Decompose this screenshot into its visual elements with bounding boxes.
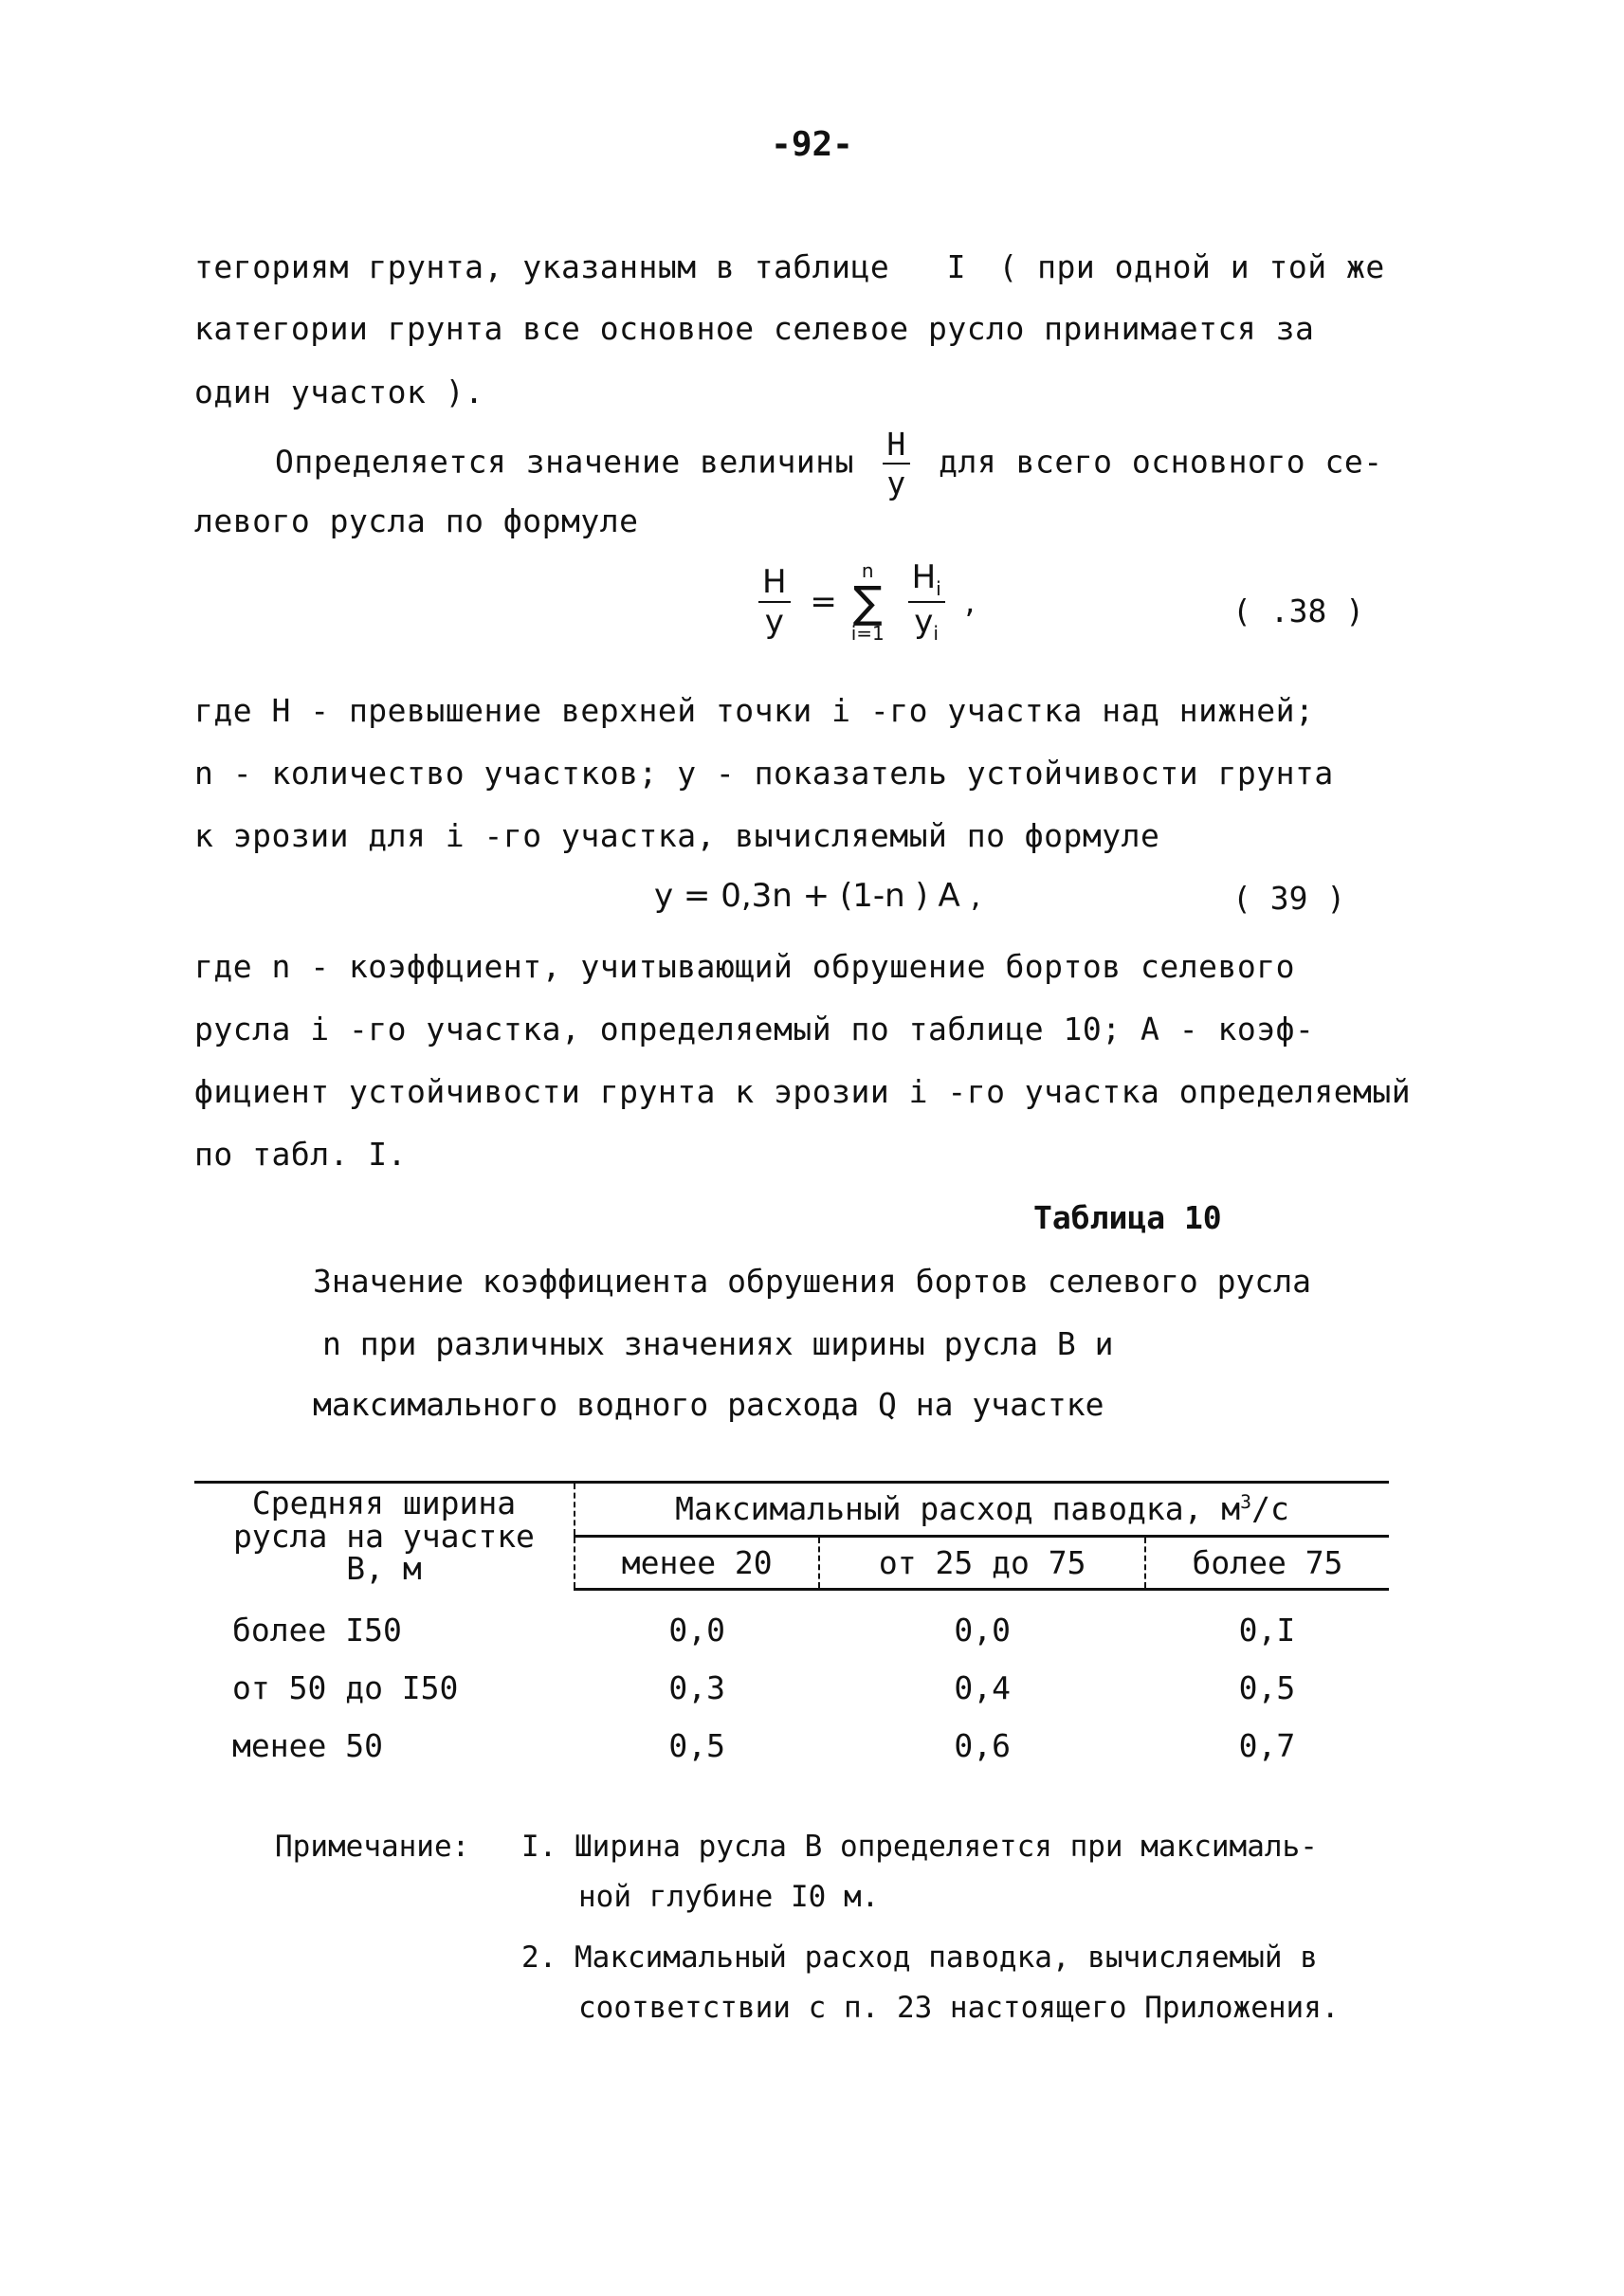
table-row (194, 1652, 1389, 1710)
fraction-denominator: y (914, 603, 934, 642)
subheader-cell: менее 20 (575, 1536, 819, 1590)
body-line-4 (275, 428, 1383, 499)
body-line-2: категории грунта все основное селевое русло принимается за (194, 310, 1315, 347)
explain-line-3: к эрозии для i -го участка, вычисляемый по формуле (194, 817, 1160, 854)
table-cell: 0,4 (954, 1669, 1011, 1707)
formula-rhs-fraction (908, 558, 945, 645)
formula-38: $\frac{H}{y}$ = n ∑ i=1 $\frac{H_i}{y_i}$ , (749, 561, 975, 643)
note-2-line-1: 2. Максимальный расход паводка, вычисляемый в (521, 1941, 1318, 1975)
sum-lower-limit: i=1 (850, 622, 885, 646)
table-ref: I (946, 248, 966, 285)
explain2-line-1: где n - коэффциент, учитывающий обрушение бортов селевого (194, 948, 1295, 985)
note-1-line-2: ной глубине I0 м. (578, 1880, 880, 1914)
row-label: от 50 до I50 (232, 1669, 459, 1707)
col-width-header (194, 1483, 575, 1590)
table-row (194, 1590, 1389, 1653)
group-header (575, 1483, 1389, 1537)
note-2-line-2: соответствии с п. 23 настоящего Приложения. (578, 1991, 1340, 2025)
table-title-line-1: Значение коэффициента обрушения бортов селевого русла (313, 1263, 1311, 1300)
row-label: менее 50 (232, 1727, 383, 1765)
sum-upper-limit: n (861, 559, 874, 583)
superscript: 3 (1240, 1491, 1252, 1514)
fraction-numerator: H (883, 428, 909, 465)
h-over-y-fraction (883, 428, 909, 499)
header-text: русла на участке (233, 1517, 535, 1555)
explain2-line-4: по табл. I. (194, 1136, 408, 1173)
fraction-denominator: y (764, 603, 784, 642)
coefficient-table (194, 1481, 1389, 1768)
subheader-cell: более 75 (1145, 1536, 1389, 1590)
fraction-numerator: H (758, 566, 791, 603)
header-text: Средняя ширина (251, 1485, 517, 1522)
table-cell: 0,5 (668, 1727, 725, 1765)
table-title-line-3: максимального водного расхода Q на участке (313, 1386, 1104, 1423)
body-line-1 (194, 248, 1385, 285)
explain-line-1: где H - превышение верхней точки i -го участка над нижней; (194, 692, 1315, 729)
explain2-line-3: фициент устойчивости грунта к эрозии i -го участка определяемый (194, 1073, 1412, 1110)
body-text: Определяется значение величины (275, 443, 855, 481)
body-line-3: один участок ). (194, 374, 484, 410)
header-text: /с (1251, 1490, 1289, 1528)
body-text: для всего основного се- (939, 443, 1383, 481)
table-cell: 0,7 (1238, 1727, 1296, 1765)
row-label: более I50 (232, 1611, 402, 1649)
sum-symbol: n ∑ i=1 (850, 559, 885, 646)
formula-39: y = 0,3n + (1-n ) A , (654, 877, 981, 915)
body-line-5: левого русла по формуле (194, 502, 639, 539)
note-1-line-1: I. Ширина русла B определяется при максималь- (521, 1830, 1318, 1864)
subscript: i (933, 622, 940, 645)
subscript: i (936, 576, 941, 600)
body-text: тегориям грунта, указанным в таблице (194, 248, 890, 285)
explain2-line-2: русла i -го участка, определяемый по таблице 10; A - коэф- (194, 1011, 1315, 1048)
table-cell: 0,6 (954, 1727, 1011, 1765)
header-text: Максимальный расход паводка, м (675, 1490, 1241, 1528)
equation-number-38: ( .38 ) (1232, 592, 1365, 629)
explain-line-2: n - количество участков; y - показатель устойчивости грунта (194, 755, 1334, 792)
table-label: Таблица 10 (1033, 1199, 1222, 1236)
table-cell: 0,0 (954, 1612, 1011, 1649)
table-cell: 0,3 (668, 1669, 725, 1707)
subheader-cell: от 25 до 75 (819, 1536, 1145, 1590)
table-row (194, 1710, 1389, 1768)
table-cell: 0,5 (1238, 1669, 1296, 1707)
table-header-row (194, 1483, 1389, 1537)
table-title-line-2: n при различных значениях ширины русла B и (322, 1325, 1114, 1362)
notes-label: Примечание: (275, 1830, 470, 1864)
formula-lhs-fraction (758, 563, 791, 642)
table-cell: 0,I (1238, 1612, 1296, 1649)
table-cell: 0,0 (668, 1612, 725, 1649)
header-text: B, м (346, 1550, 422, 1588)
equation-number-39: ( 39 ) (1232, 880, 1346, 917)
fraction-denominator: y (886, 465, 906, 501)
fraction-numerator: H (911, 558, 937, 596)
page-number: -92- (771, 125, 853, 164)
body-text: ( при одной и той же (998, 248, 1385, 285)
